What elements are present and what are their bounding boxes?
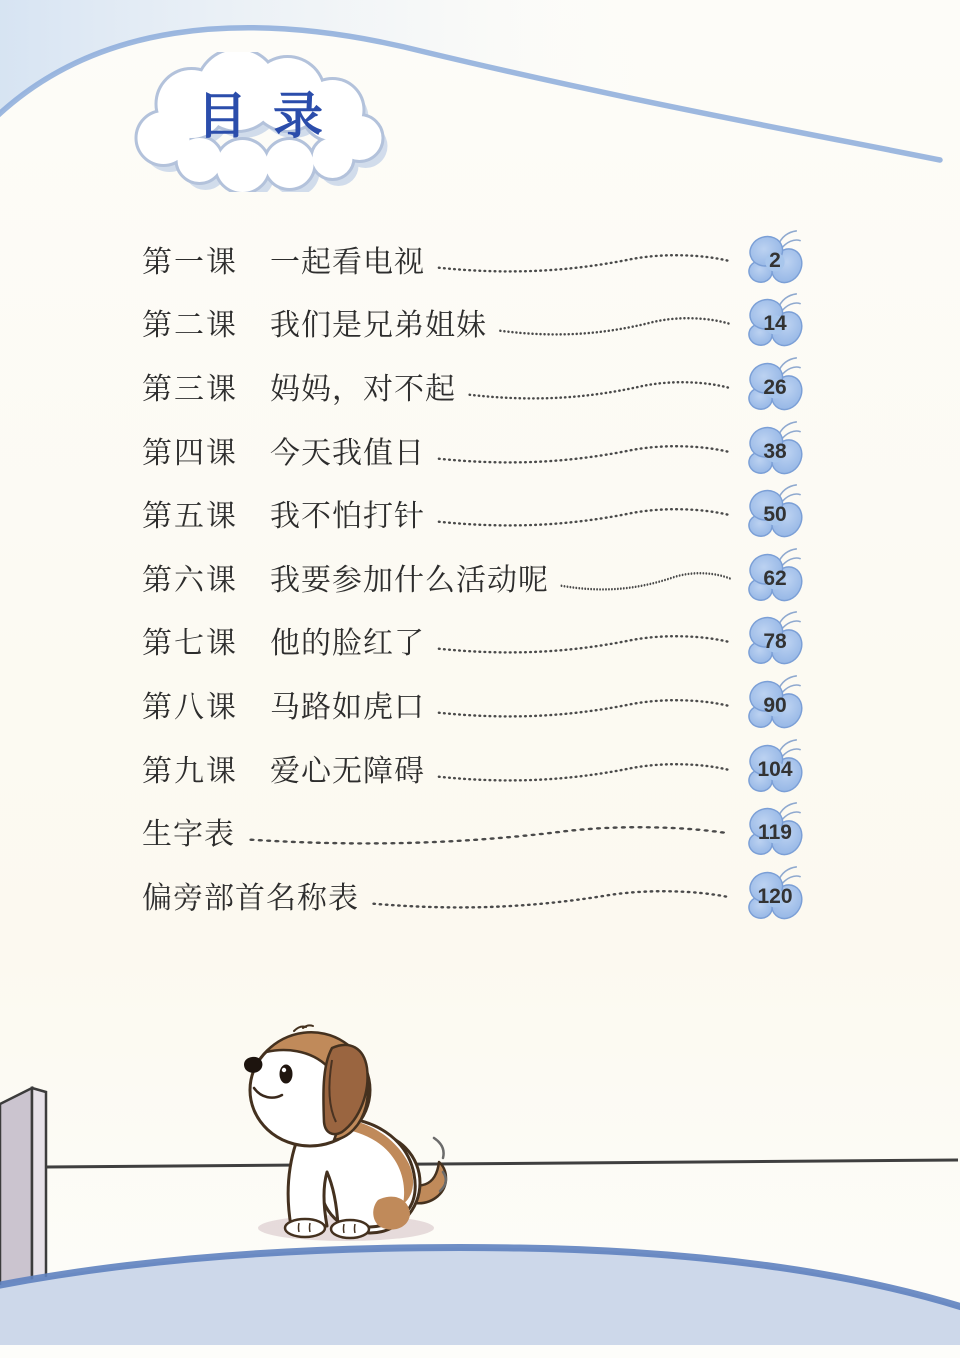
butterfly-page-badge — [746, 418, 804, 480]
wall-line — [46, 1160, 958, 1167]
toc-row — [142, 481, 804, 545]
lesson-title: 他的脸红了 — [270, 627, 425, 661]
butterfly-page-badge — [746, 799, 804, 861]
lesson-label: 第五课 — [142, 500, 238, 534]
butterfly-page-badge — [746, 354, 804, 416]
lesson-title: 妈妈，对不起 — [270, 372, 456, 406]
lesson-title: 偏旁部首名称表 — [142, 881, 359, 915]
toc-row — [142, 672, 804, 736]
toc-row — [142, 227, 804, 291]
dotted-leader — [466, 376, 734, 406]
lesson-title: 我们是兄弟姐妹 — [270, 309, 487, 343]
page-number: 38 — [763, 439, 787, 463]
toc-row — [142, 291, 804, 355]
butterfly-page-badge — [746, 545, 804, 607]
page-number: 90 — [763, 694, 787, 718]
lesson-label: 第二课 — [142, 309, 238, 343]
dotted-leader — [435, 630, 734, 660]
dotted-leader — [435, 694, 734, 724]
butterfly-page-badge — [746, 736, 804, 798]
lesson-title: 我要参加什么活动呢 — [270, 563, 549, 597]
dotted-leader — [497, 312, 734, 342]
dotted-leader — [435, 758, 734, 788]
toc-row — [142, 545, 804, 609]
butterfly-page-badge — [746, 290, 804, 352]
cloud-title-bubble — [122, 52, 398, 192]
lesson-label: 第一课 — [142, 245, 238, 279]
bottom-hill-decoration — [0, 1248, 960, 1345]
dotted-leader — [559, 567, 734, 597]
dotted-leader — [435, 249, 734, 279]
dotted-leader — [435, 440, 734, 470]
butterfly-page-badge — [746, 227, 804, 289]
butterfly-page-badge — [746, 863, 804, 925]
toc-row — [142, 354, 804, 418]
lesson-title: 马路如虎口 — [270, 690, 425, 724]
page-number: 26 — [763, 376, 787, 400]
page-number: 104 — [757, 757, 793, 781]
butterfly-page-badge — [746, 481, 804, 543]
page-number: 62 — [763, 566, 787, 590]
dotted-leader — [245, 821, 734, 851]
page-number: 120 — [757, 884, 793, 908]
lesson-label: 第八课 — [142, 690, 238, 724]
toc-row — [142, 418, 804, 482]
lesson-title: 生字表 — [142, 818, 235, 852]
toc-row — [142, 799, 804, 863]
toc-row — [142, 736, 804, 800]
lesson-title: 一起看电视 — [270, 245, 425, 279]
lesson-label: 第三课 — [142, 372, 238, 406]
toc-row — [142, 863, 804, 927]
lesson-label: 第四课 — [142, 436, 238, 470]
butterfly-page-badge — [746, 608, 804, 670]
lesson-title: 今天我值日 — [270, 436, 425, 470]
lesson-title: 我不怕打针 — [270, 500, 425, 534]
toc-list — [142, 227, 804, 927]
page-number: 78 — [763, 630, 787, 654]
puppy-illustration — [228, 1022, 458, 1247]
lesson-label: 第九课 — [142, 754, 238, 788]
page-number: 14 — [763, 312, 787, 336]
page-title: 目录 — [197, 88, 349, 144]
lesson-title: 爱心无障碍 — [270, 754, 425, 788]
page-number: 50 — [763, 503, 787, 527]
lesson-label: 第六课 — [142, 563, 238, 597]
toc-row — [142, 609, 804, 673]
page-number: 2 — [769, 248, 781, 272]
dotted-leader — [369, 885, 734, 915]
butterfly-page-badge — [746, 672, 804, 734]
page-number: 119 — [758, 821, 792, 845]
lesson-label: 第七课 — [142, 627, 238, 661]
dotted-leader — [435, 503, 734, 533]
